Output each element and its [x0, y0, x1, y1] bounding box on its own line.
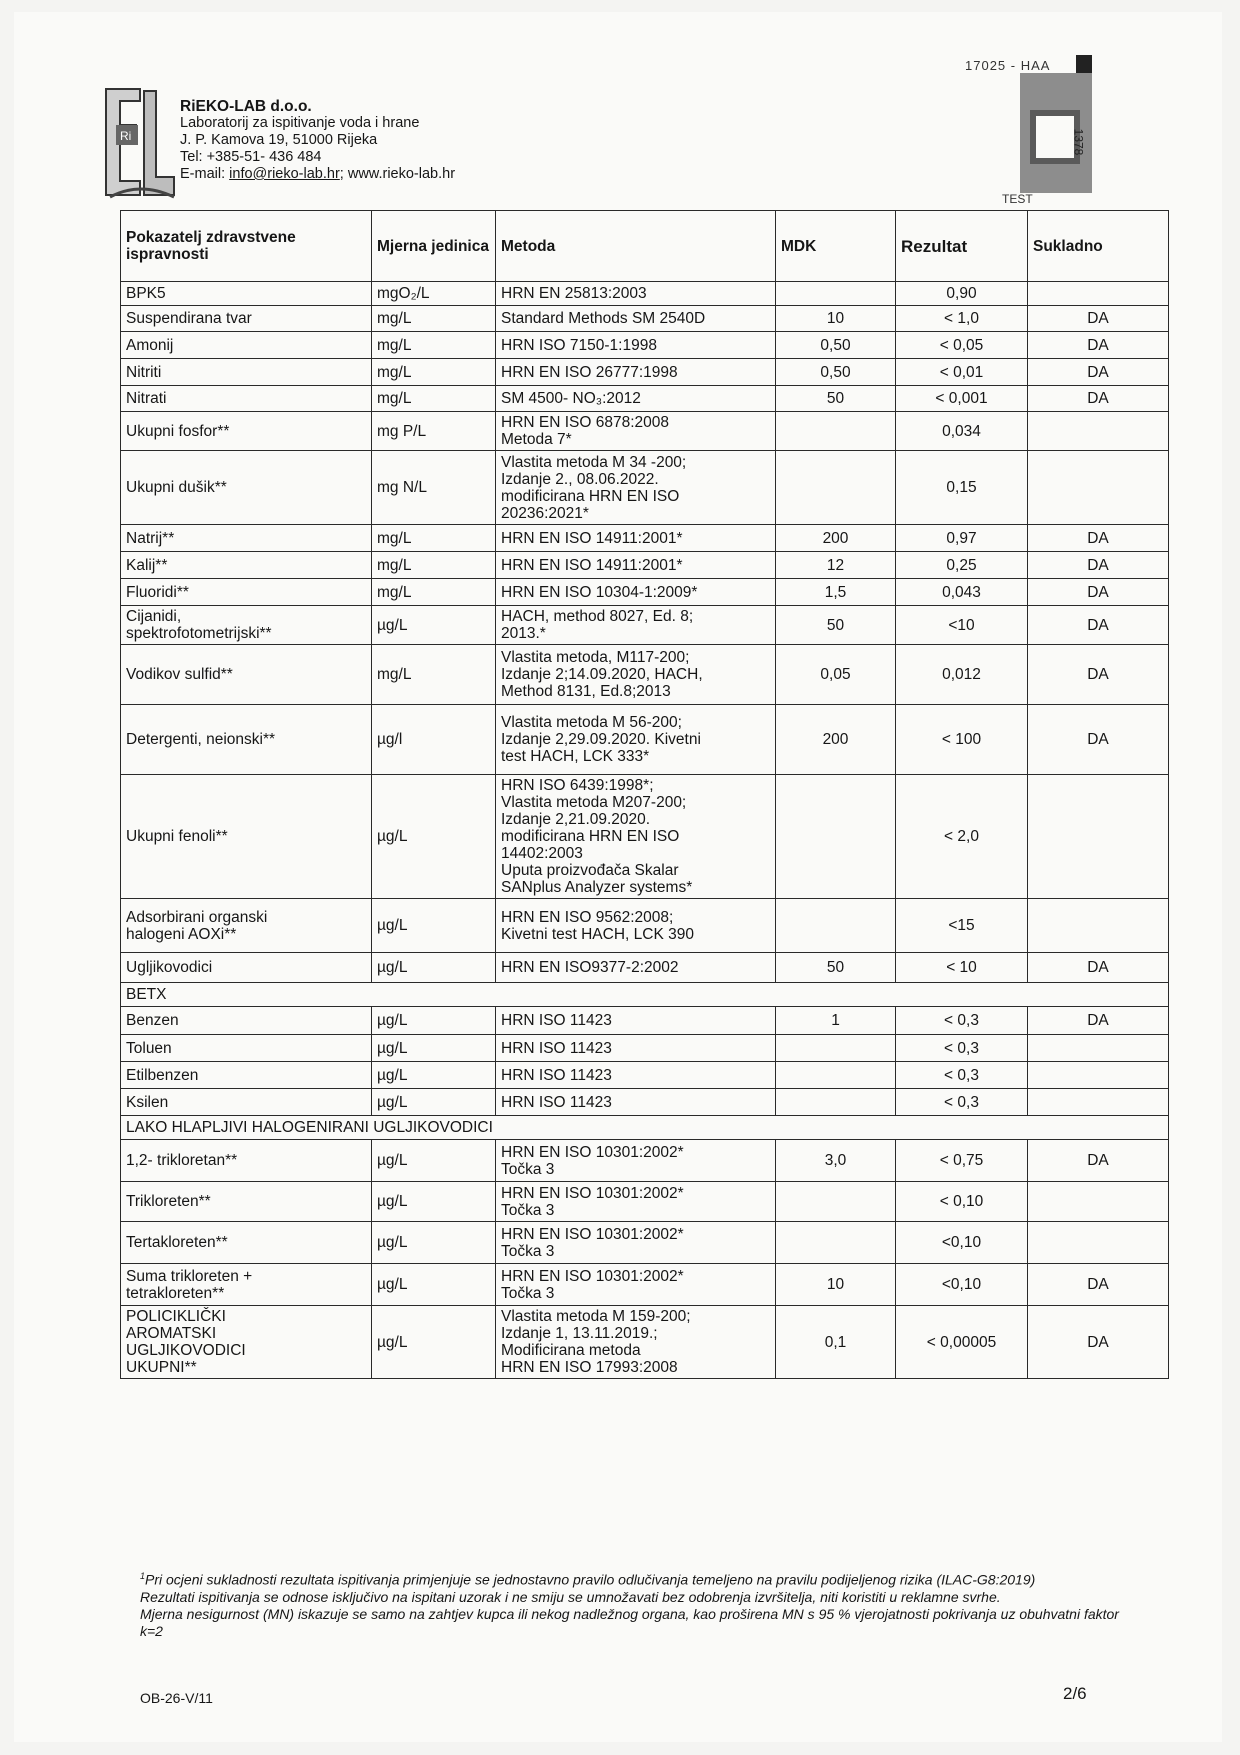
indicator-cell: Trikloreten** [121, 1182, 372, 1222]
accreditation-number: 1378 [1071, 128, 1086, 156]
mdk-cell: 10 [776, 1264, 896, 1306]
unit-cell: mg/L [372, 386, 496, 412]
footnote-mark: 1 [140, 1571, 146, 1581]
result-cell: < 1,0 [896, 306, 1028, 332]
indicator-cell: Suma trikloreten + tetrakloreten** [121, 1264, 372, 1306]
compliant-cell: DA [1028, 552, 1169, 579]
section-halogenated: LAKO HLAPLJIVI HALOGENIRANI UGLJIKOVODICI [121, 1116, 1169, 1140]
table-row [121, 306, 1169, 332]
header-method: Metoda [496, 211, 776, 282]
table-section-row [121, 983, 1169, 1007]
compliant-cell: DA [1028, 606, 1169, 645]
unit-cell: mg/L [372, 579, 496, 606]
mdk-cell: 1 [776, 1007, 896, 1035]
page-number: 2/6 [1063, 1684, 1087, 1703]
table-row [121, 412, 1169, 451]
accreditation-label: TEST [1002, 192, 1033, 206]
unit-cell: mg P/L [372, 412, 496, 451]
company-logo [100, 85, 178, 203]
method-cell: HRN EN ISO 10301:2002* Točka 3 [496, 1182, 776, 1222]
company-phone: Tel: +385-51- 436 484 [180, 149, 322, 165]
indicator-cell: Ugljikovodici [121, 953, 372, 983]
table-section-row [121, 1116, 1169, 1140]
table-row [121, 332, 1169, 359]
header-compliant: Sukladno [1028, 211, 1169, 282]
accreditation-code: 17025 - HAA [965, 58, 1051, 73]
mdk-cell [776, 1182, 896, 1222]
unit-cell: mg/L [372, 359, 496, 386]
table-row [121, 606, 1169, 645]
indicator-cell: Nitrati [121, 386, 372, 412]
compliant-cell [1028, 899, 1169, 953]
mdk-cell [776, 1035, 896, 1062]
result-cell: < 0,001 [896, 386, 1028, 412]
mdk-cell: 1,5 [776, 579, 896, 606]
unit-cell: µg/L [372, 1062, 496, 1089]
compliant-cell [1028, 282, 1169, 306]
result-cell: 0,97 [896, 525, 1028, 552]
svg-text:Ri: Ri [120, 129, 132, 143]
result-cell: <10 [896, 606, 1028, 645]
unit-cell: mg N/L [372, 451, 496, 525]
unit-cell: µg/L [372, 606, 496, 645]
table-row [121, 1306, 1169, 1379]
result-cell: 0,034 [896, 412, 1028, 451]
result-cell: < 2,0 [896, 775, 1028, 899]
table-row [121, 1222, 1169, 1264]
table-row [121, 1182, 1169, 1222]
result-cell: < 0,00005 [896, 1306, 1028, 1379]
unit-cell: µg/L [372, 1140, 496, 1182]
indicator-cell: Etilbenzen [121, 1062, 372, 1089]
table-row [121, 282, 1169, 306]
method-cell: HRN EN ISO 10301:2002* Točka 3 [496, 1140, 776, 1182]
compliant-cell: DA [1028, 705, 1169, 775]
table-row [121, 359, 1169, 386]
unit-cell: mg/L [372, 332, 496, 359]
table-row [121, 386, 1169, 412]
mdk-cell [776, 1062, 896, 1089]
method-cell: HRN EN ISO 14911:2001* [496, 552, 776, 579]
method-cell: Vlastita metoda, M117-200; Izdanje 2;14.09.2020, HACH, Method 8131, Ed.8;2013 [496, 645, 776, 705]
unit-cell: µg/L [372, 1264, 496, 1306]
method-cell: Standard Methods SM 2540D [496, 306, 776, 332]
compliant-cell: DA [1028, 359, 1169, 386]
footnotes [140, 1568, 1140, 1640]
mdk-cell: 0,50 [776, 359, 896, 386]
result-cell: < 0,05 [896, 332, 1028, 359]
indicator-cell: Cijanidi, spektrofotometrijski** [121, 606, 372, 645]
result-cell: <0,10 [896, 1222, 1028, 1264]
table-row [121, 451, 1169, 525]
unit-cell: mg/L [372, 525, 496, 552]
result-cell: <15 [896, 899, 1028, 953]
unit-cell: µg/l [372, 705, 496, 775]
compliant-cell: DA [1028, 1306, 1169, 1379]
method-cell: HRN ISO 11423 [496, 1035, 776, 1062]
method-cell: HRN EN ISO9377-2:2002 [496, 953, 776, 983]
method-cell: HRN ISO 11423 [496, 1062, 776, 1089]
indicator-cell: Ukupni fenoli** [121, 775, 372, 899]
indicator-cell: BPK5 [121, 282, 372, 306]
result-cell: < 0,3 [896, 1062, 1028, 1089]
unit-cell: mgO₂/L [372, 282, 496, 306]
compliant-cell: DA [1028, 525, 1169, 552]
form-code: OB-26-V/11 [140, 1690, 213, 1706]
mdk-cell: 0,1 [776, 1306, 896, 1379]
compliant-cell: DA [1028, 332, 1169, 359]
result-cell: < 0,3 [896, 1035, 1028, 1062]
result-cell: < 10 [896, 953, 1028, 983]
table-row [121, 705, 1169, 775]
table-row [121, 1140, 1169, 1182]
indicator-cell: Ukupni dušik** [121, 451, 372, 525]
method-cell: Vlastita metoda M 34 -200; Izdanje 2., 08.06.2022. modificirana HRN EN ISO 20236:2021* [496, 451, 776, 525]
table-row [121, 775, 1169, 899]
result-cell: < 0,3 [896, 1089, 1028, 1116]
mdk-cell: 200 [776, 705, 896, 775]
table-header-row [121, 211, 1169, 282]
method-cell: HRN ISO 6439:1998*; Vlastita metoda M207-200; Izdanje 2,21.09.2020. modificirana HRN EN ISO 14402:2003 Uputa proizvođača Skalar SANplus Analyzer systems* [496, 775, 776, 899]
unit-cell: µg/L [372, 1306, 496, 1379]
mdk-cell [776, 775, 896, 899]
website: ; www.rieko-lab.hr [339, 166, 456, 182]
result-cell: <0,10 [896, 1264, 1028, 1306]
method-cell: HACH, method 8027, Ed. 8; 2013.* [496, 606, 776, 645]
compliant-cell: DA [1028, 953, 1169, 983]
indicator-cell: Kalij** [121, 552, 372, 579]
indicator-cell: Vodikov sulfid** [121, 645, 372, 705]
unit-cell: µg/L [372, 1089, 496, 1116]
indicator-cell: Toluen [121, 1035, 372, 1062]
unit-cell: µg/L [372, 1007, 496, 1035]
unit-cell: mg/L [372, 552, 496, 579]
result-cell: < 0,10 [896, 1182, 1028, 1222]
header-unit: Mjerna jedinica [372, 211, 496, 282]
section-betx: BETX [121, 983, 1169, 1007]
footnote-2: Rezultati ispitivanja se odnose isključivo na ispitani uzorak i ne smiju se umnožavati bez odobrenja izvršitelja, niti koristiti u reklamne svrhe. [140, 1588, 1001, 1605]
indicator-cell: Ukupni fosfor** [121, 412, 372, 451]
compliant-cell [1028, 1182, 1169, 1222]
indicator-cell: Benzen [121, 1007, 372, 1035]
result-cell: 0,043 [896, 579, 1028, 606]
method-cell: HRN ISO 11423 [496, 1089, 776, 1116]
compliant-cell: DA [1028, 579, 1169, 606]
result-cell: 0,90 [896, 282, 1028, 306]
indicator-cell: POLICIKLIČKI AROMATSKI UGLJIKOVODICI UKUPNI** [121, 1306, 372, 1379]
mdk-cell [776, 282, 896, 306]
header-result: Rezultat [896, 211, 1028, 282]
mdk-cell [776, 412, 896, 451]
method-cell: HRN EN ISO 9562:2008; Kivetni test HACH, LCK 390 [496, 899, 776, 953]
table-row [121, 579, 1169, 606]
mdk-cell [776, 451, 896, 525]
table-row [121, 1089, 1169, 1116]
compliant-cell [1028, 412, 1169, 451]
compliant-cell: DA [1028, 1007, 1169, 1035]
method-cell: HRN EN 25813:2003 [496, 282, 776, 306]
method-cell: HRN EN ISO 6878:2008 Metoda 7* [496, 412, 776, 451]
method-cell: Vlastita metoda M 159-200; Izdanje 1, 13.11.2019.; Modificirana metoda HRN EN ISO 17993:2008 [496, 1306, 776, 1379]
unit-cell: mg/L [372, 645, 496, 705]
results-table [120, 210, 1169, 1379]
mdk-cell: 3,0 [776, 1140, 896, 1182]
compliant-cell: DA [1028, 386, 1169, 412]
indicator-cell: Tertakloreten** [121, 1222, 372, 1264]
indicator-cell: Detergenti, neionski** [121, 705, 372, 775]
mdk-cell [776, 1222, 896, 1264]
footnote-3: Mjerna nesigurnost (MN) iskazuje se samo na zahtjev kupca ili nekog nadležnog organa, kao proširena MN s 95 % vjerojatnosti pokrivanja uz obuhvatni faktor k=2 [140, 1605, 1119, 1639]
table-row [121, 1007, 1169, 1035]
table-row [121, 1062, 1169, 1089]
company-line-1: Laboratorij za ispitivanje voda i hrane [180, 115, 420, 131]
mdk-cell: 50 [776, 953, 896, 983]
compliant-cell [1028, 1062, 1169, 1089]
compliant-cell: DA [1028, 1140, 1169, 1182]
indicator-cell: Natrij** [121, 525, 372, 552]
indicator-cell: Ksilen [121, 1089, 372, 1116]
compliant-cell [1028, 1035, 1169, 1062]
company-address: J. P. Kamova 19, 51000 Rijeka [180, 132, 378, 148]
indicator-cell: Nitriti [121, 359, 372, 386]
compliant-cell [1028, 1089, 1169, 1116]
footnote-1-text: Pri ocjeni sukladnosti rezultata ispitivanja primjenjuje se jednostavno pravilo odlučivanja temeljeno na pravilu podijeljenog rizika (ILAC-G8:2019) [145, 1571, 1036, 1588]
footnote-1 [140, 1568, 1140, 1589]
mdk-cell: 50 [776, 606, 896, 645]
accreditation-mark-top [1076, 55, 1092, 73]
unit-cell: µg/L [372, 1222, 496, 1264]
compliant-cell [1028, 1222, 1169, 1264]
compliant-cell [1028, 775, 1169, 899]
email-link[interactable]: info@rieko-lab.hr [229, 166, 340, 182]
company-contacts [180, 166, 455, 183]
method-cell: HRN ISO 7150-1:1998 [496, 332, 776, 359]
compliant-cell: DA [1028, 1264, 1169, 1306]
mdk-cell [776, 899, 896, 953]
compliant-cell: DA [1028, 645, 1169, 705]
table-row [121, 1264, 1169, 1306]
compliant-cell: DA [1028, 306, 1169, 332]
result-cell: < 0,75 [896, 1140, 1028, 1182]
method-cell: Vlastita metoda M 56-200; Izdanje 2,29.09.2020. Kivetni test HACH, LCK 333* [496, 705, 776, 775]
company-name: RiEKO-LAB d.o.o. [180, 98, 312, 115]
header-mdk: MDK [776, 211, 896, 282]
indicator-cell: Amonij [121, 332, 372, 359]
mdk-cell [776, 1089, 896, 1116]
result-cell: < 0,01 [896, 359, 1028, 386]
mdk-cell: 12 [776, 552, 896, 579]
email-label: E-mail: [180, 166, 230, 182]
table-row [121, 552, 1169, 579]
unit-cell: µg/L [372, 1035, 496, 1062]
result-cell: 0,15 [896, 451, 1028, 525]
indicator-cell: Adsorbirani organski halogeni AOXi** [121, 899, 372, 953]
method-cell: HRN EN ISO 10301:2002* Točka 3 [496, 1264, 776, 1306]
mdk-cell: 50 [776, 386, 896, 412]
result-cell: < 0,3 [896, 1007, 1028, 1035]
company-info [180, 98, 455, 183]
table-row [121, 1035, 1169, 1062]
result-cell: 0,25 [896, 552, 1028, 579]
unit-cell: mg/L [372, 306, 496, 332]
compliant-cell [1028, 451, 1169, 525]
mdk-cell: 200 [776, 525, 896, 552]
header-indicator: Pokazatelj zdravstvene ispravnosti [121, 211, 372, 282]
result-cell: < 100 [896, 705, 1028, 775]
method-cell: HRN EN ISO 10301:2002* Točka 3 [496, 1222, 776, 1264]
table-row [121, 953, 1169, 983]
result-cell: 0,012 [896, 645, 1028, 705]
table-row [121, 525, 1169, 552]
method-cell: HRN ISO 11423 [496, 1007, 776, 1035]
mdk-cell: 0,50 [776, 332, 896, 359]
unit-cell: µg/L [372, 775, 496, 899]
table-row [121, 645, 1169, 705]
indicator-cell: Suspendirana tvar [121, 306, 372, 332]
indicator-cell: Fluoridi** [121, 579, 372, 606]
unit-cell: µg/L [372, 953, 496, 983]
method-cell: HRN EN ISO 10304-1:2009* [496, 579, 776, 606]
method-cell: SM 4500- NO₃:2012 [496, 386, 776, 412]
indicator-cell: 1,2- trikloretan** [121, 1140, 372, 1182]
unit-cell: µg/L [372, 1182, 496, 1222]
table-body [121, 282, 1169, 1379]
method-cell: HRN EN ISO 14911:2001* [496, 525, 776, 552]
method-cell: HRN EN ISO 26777:1998 [496, 359, 776, 386]
table-row [121, 899, 1169, 953]
mdk-cell: 0,05 [776, 645, 896, 705]
mdk-cell: 10 [776, 306, 896, 332]
unit-cell: µg/L [372, 899, 496, 953]
